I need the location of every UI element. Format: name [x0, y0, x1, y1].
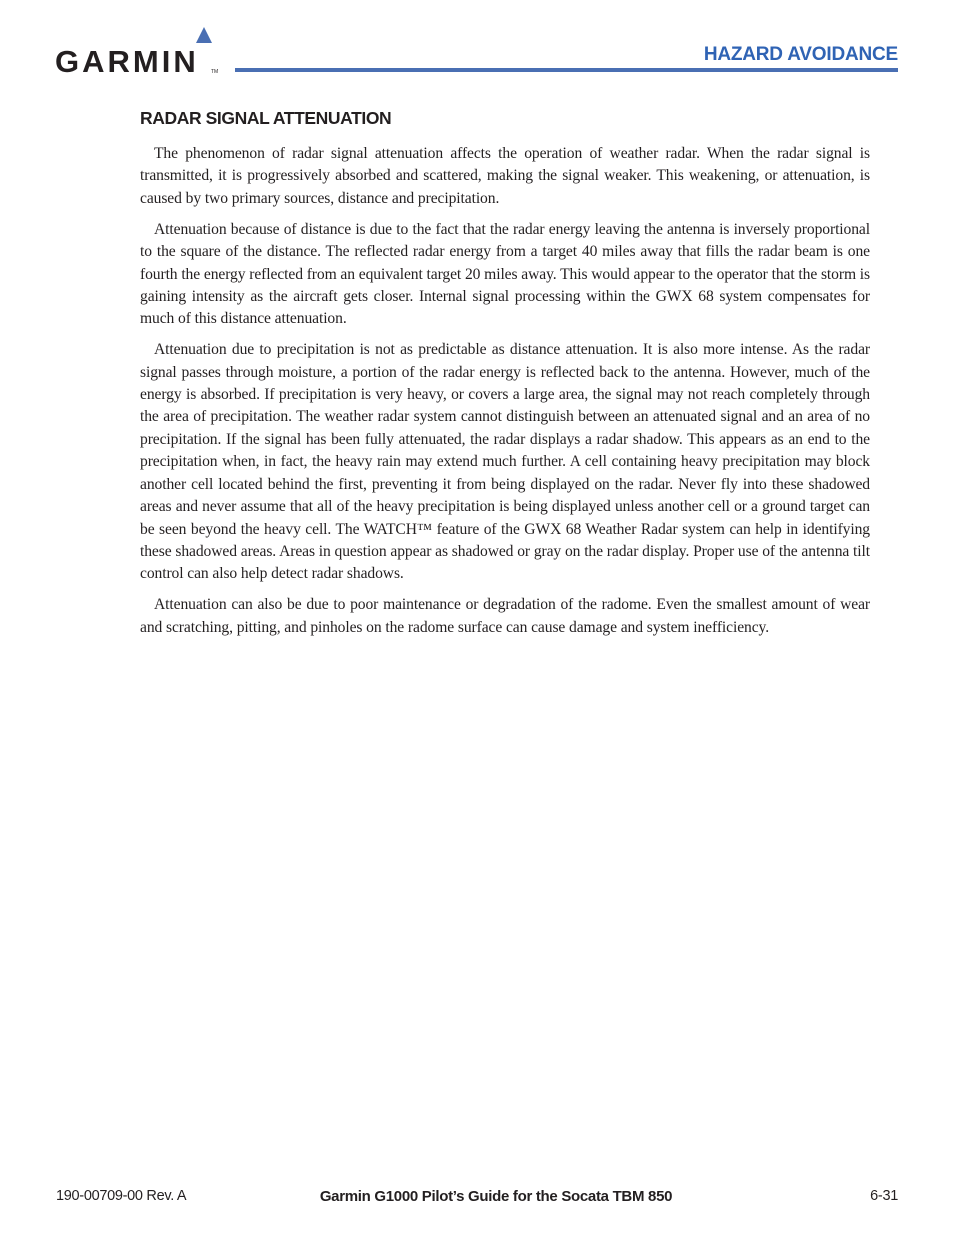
paragraph: Attenuation can also be due to poor maintenance or degradation of the radome. Even the smallest amount of wear and scratching, pitting, and pinholes on the radome surface can cause damage and system inefficiency. — [140, 596, 870, 636]
page-content — [140, 108, 870, 648]
paragraph: Attenuation because of distance is due to the fact that the radar energy leaving the antenna is inversely proportional to the square of the distance. The reflected radar energy from a target 40 miles away that fills the radar beam is one fourth the energy reflected from an equivalent target 20 miles away. This would appear to the operator that the storm is gaining intensity as the aircraft gets closer. Internal signal processing within the GWX 68 system compensates for much of this distance attenuation. — [140, 220, 870, 328]
garmin-wordmark: GARMIN — [55, 44, 199, 75]
page-number: 6-31 — [870, 1188, 898, 1204]
garmin-logo — [55, 25, 220, 75]
document-title: Garmin G1000 Pilot’s Guide for the Socata TBM 850 — [319, 1188, 673, 1205]
trademark-mark: TM — [211, 69, 219, 75]
header-rule — [235, 68, 898, 72]
garmin-delta-icon — [196, 27, 212, 43]
page-footer — [56, 1188, 898, 1210]
paragraph: The phenomenon of radar signal attenuation affects the operation of weather radar. When the radar signal is transmitted, it is progressively absorbed and scattered, making the signal weaker. This weakening, or attenuation, is caused by two primary sources, distance and precipitation. — [140, 145, 870, 207]
document-number: 190-00709-00 Rev. A — [56, 1188, 187, 1204]
paragraph: Attenuation due to precipitation is not as predictable as distance attenuation. It is also more intense. As the radar signal passes through moisture, a portion of the radar energy is reflected back to the antenna. However, much of the energy is absorbed. If precipitation is very heavy, or covers a large area, the signal may not reach completely through the area of precipitation. The weather radar system cannot distinguish between an attenuated signal and an area of no precipitation. If the signal has been fully attenuated, the radar displays a radar shadow. This appears as an end to the precipitation when, in fact, the heavy rain may extend much further. A cell containing heavy precipitation may block another cell located behind the first, preventing it from being displayed on the radar. Never fly into these shadowed areas and never assume that all of the heavy precipitation is being displayed unless another cell or a ground target can be seen beyond the heavy cell. The WATCH™ feature of the GWX 68 Weather Radar system can help in identifying these shadowed areas. Areas in question appear as shadowed or gray on the radar display. Proper use of the antenna tilt control can also help detect radar shadows. — [140, 341, 870, 583]
page-heading: RADAR SIGNAL ATTENUATION — [140, 108, 392, 128]
section-title: HAZARD AVOIDANCE — [703, 44, 898, 65]
